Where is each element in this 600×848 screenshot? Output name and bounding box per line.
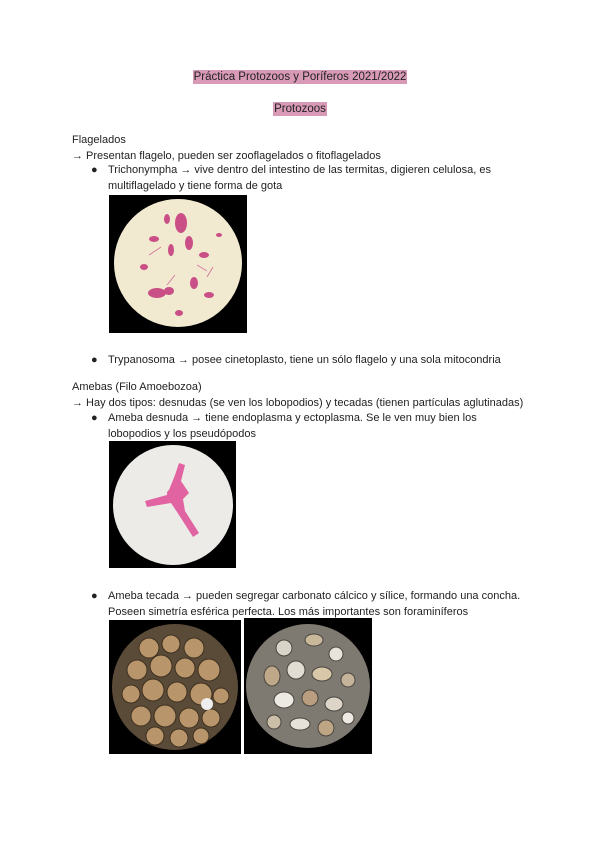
heading-amebas: Amebas (Filo Amoebozoa) — [72, 381, 202, 393]
intro-amebas: → Hay dos tipos: desnudas (se ven los lobopodios) y tecadas (tienen partículas aglutinadas) — [72, 397, 524, 409]
list-item-ameba-desnuda: Ameba desnuda → tiene endoplasma y ectoplasma. Se le ven muy bien los lobopodios y los pseudópodos — [108, 412, 477, 440]
photo-ameba-tecada-2 — [244, 618, 372, 754]
photo-ameba-tecada-1 — [109, 620, 241, 754]
list-item-ameba-tecada: Ameba tecada → pueden segregar carbonato cálcico y sílice, formando una concha. Poseen simetría esférica perfecta. Los más importantes son foraminíferos — [108, 590, 521, 618]
intro-flagelados: → Presentan flagelo, pueden ser zooflagelados o fitoflagelados — [72, 150, 381, 162]
section-title-protozoos: Protozoos — [274, 103, 326, 115]
photo-trichonympha — [109, 195, 247, 333]
bullet-icon: ● — [91, 590, 98, 602]
photo-ameba-desnuda — [109, 441, 236, 568]
list-item-trichonympha: Trichonympha → vive dentro del intestino de las termitas, digieren celulosa, es multiflagelado y tiene forma de gota — [108, 164, 491, 192]
bullet-icon: ● — [91, 412, 98, 424]
list-item-trypanosoma: Trypanosoma → posee cinetoplasto, tiene un sólo flagelo y una sola mitocondria — [108, 354, 501, 366]
heading-flagelados: Flagelados — [72, 134, 126, 146]
bullet-icon: ● — [91, 164, 98, 176]
document-title: Práctica Protozoos y Poríferos 2021/2022 — [193, 71, 407, 83]
bullet-icon: ● — [91, 354, 98, 366]
